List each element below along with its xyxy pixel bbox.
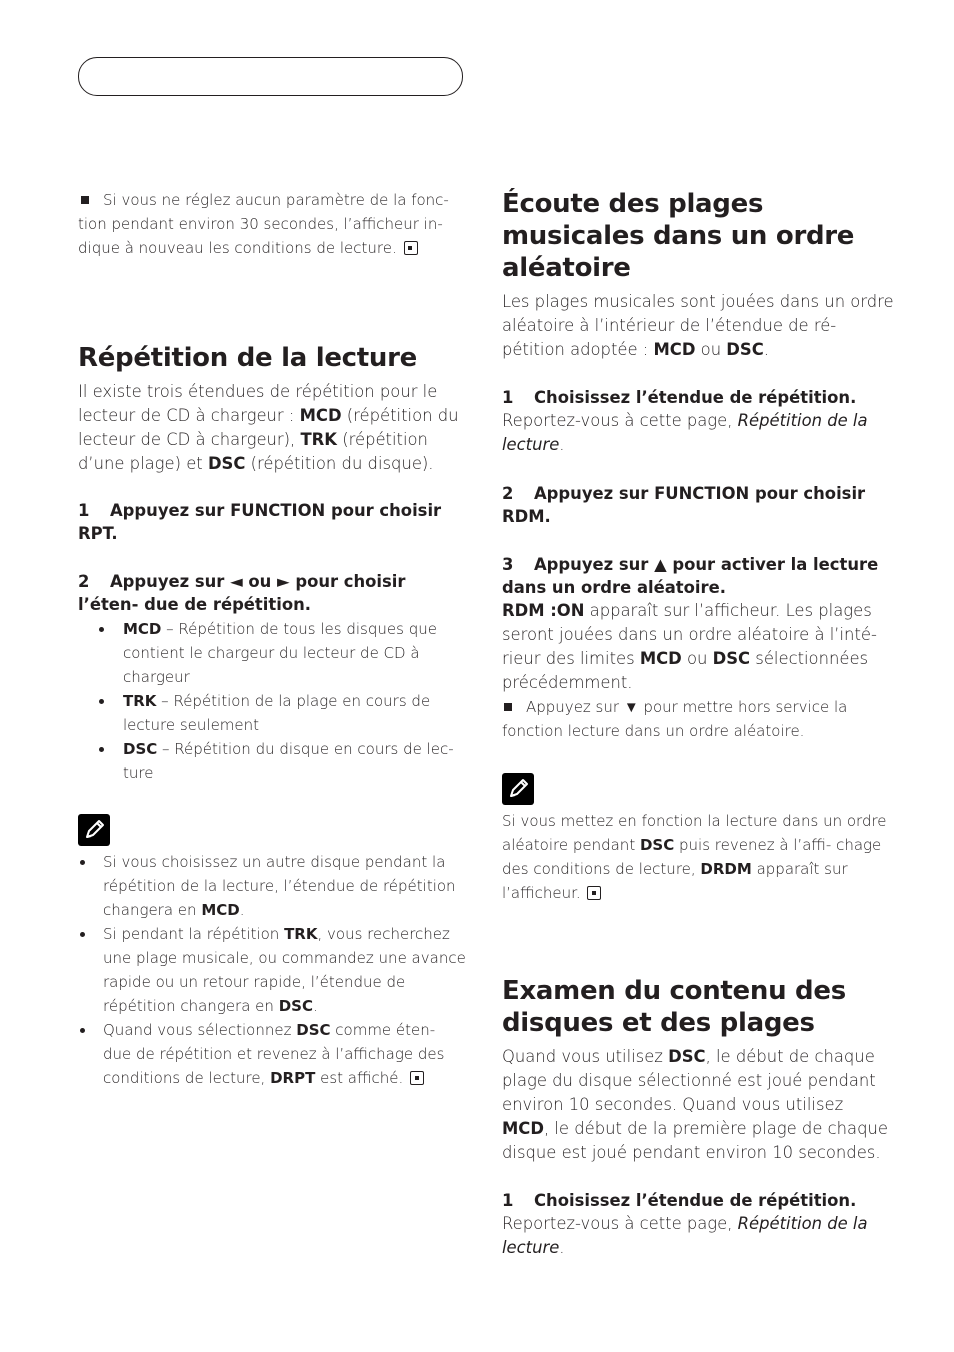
square-bullet-icon xyxy=(81,196,89,204)
list-item: DSC – Répétition du disque en cours de lec- ture xyxy=(78,737,468,785)
note-icon xyxy=(502,773,534,805)
random-step-1-reference: Reportez-vous à cette page, Répétition de la lecture. xyxy=(502,411,868,454)
random-step-2: 2 Appuyez sur FUNCTION pour choisir RDM. xyxy=(502,484,866,526)
chapter-tab-outline xyxy=(78,57,463,96)
repeat-range-list xyxy=(78,617,468,785)
left-column xyxy=(78,188,468,1090)
repeat-step-2: 2 Appuyez sur ◄ ou ► pour choisir l’éten- due de répétition. xyxy=(78,572,406,614)
random-note: Si vous mettez en fonction la lecture dans un ordre aléatoire pendant DSC puis revenez à l’affi- chage des conditions de lecture, DRDM apparaît sur l’afficheur. xyxy=(502,812,887,902)
intro-note: Si vous ne réglez aucun paramètre de la fonc- tion pendant environ 30 secondes, l’afficheur in- dique à nouveau les conditions de lecture. xyxy=(78,191,449,257)
end-of-section-icon xyxy=(404,241,418,255)
list-item: Si vous choisissez un autre disque pendant la répétition de la lecture, l’étendue de répétition changera en MCD. xyxy=(78,850,468,922)
end-of-section-icon xyxy=(410,1071,424,1085)
list-item: Si pendant la répétition TRK, vous recherchez une plage musicale, ou commandez une avance rapide ou un retour rapide, l’étendue de répétition changera en DSC. xyxy=(78,922,468,1018)
square-bullet-icon xyxy=(504,703,512,711)
note-icon xyxy=(78,814,110,846)
random-step-1: 1 Choisissez l’étendue de répétition. xyxy=(502,388,857,407)
random-off-note: Appuyez sur ▼ pour mettre hors service la fonction lecture dans un ordre aléatoire. xyxy=(502,698,848,740)
scan-step-1-reference: Reportez-vous à cette page, Répétition de la lecture. xyxy=(502,1214,868,1257)
list-item: Quand vous sélectionnez DSC comme éten- due de répétition et revenez à l’affichage des conditions de lecture, DRPT est affiché. xyxy=(78,1018,468,1090)
list-item: TRK – Répétition de la plage en cours de lecture seulement xyxy=(78,689,468,737)
section-title-scan: Examen du contenu des disques et des plages xyxy=(502,976,846,1038)
section-title-repeat: Répétition de la lecture xyxy=(78,343,417,373)
list-item: MCD – Répétition de tous les disques que contient le chargeur du lecteur de CD à chargeur xyxy=(78,617,468,689)
repeat-intro-paragraph: Il existe trois étendues de répétition pour le lecteur de CD à chargeur : MCD (répétition du lecteur de CD à chargeur), TRK (répétition d’une plage) et DSC (répétition du disque). xyxy=(78,382,459,473)
end-of-section-icon xyxy=(587,886,601,900)
random-step-3: 3 Appuyez sur ▲ pour activer la lecture dans un ordre aléatoire. xyxy=(502,555,879,597)
scan-intro-paragraph: Quand vous utilisez DSC, le début de chaque plage du disque sélectionné est joué pendant environ 10 secondes. Quand vous utilisez MCD, le début de la première plage de chaque disque est joué pendant environ 10 secondes. xyxy=(502,1047,888,1162)
scan-step-1: 1 Choisissez l’étendue de répétition. xyxy=(502,1191,857,1210)
repeat-notes-list xyxy=(78,850,468,1090)
random-step-3-description: RDM :ON apparaît sur l’afficheur. Les plages seront jouées dans un ordre aléatoire à l’inté- rieur des limites MCD ou DSC sélectionnées précédemment. xyxy=(502,601,877,692)
section-title-random: Écoute des plages musicales dans un ordre aléatoire xyxy=(502,189,855,283)
random-intro-paragraph: Les plages musicales sont jouées dans un ordre aléatoire à l’intérieur de l’étendue de ré- pétition adoptée : MCD ou DSC. xyxy=(502,292,894,359)
repeat-step-1: 1 Appuyez sur FUNCTION pour choisir RPT. xyxy=(78,501,442,543)
right-column xyxy=(502,188,894,1260)
